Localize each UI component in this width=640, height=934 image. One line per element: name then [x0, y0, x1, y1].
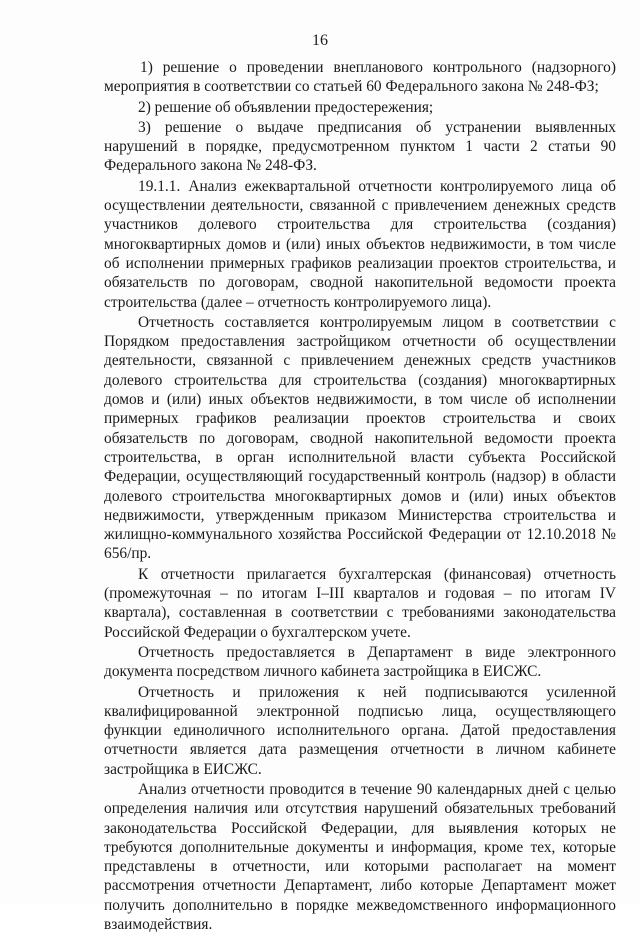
paragraph-item-1: 1) решение о проведении внепланового контрольного (надзорного) мероприятия в соответствии со статьей 60 Федерального закона № 248-ФЗ;	[104, 59, 616, 96]
paragraph-item-2: 2) решение об объявлении предостережения;	[138, 98, 434, 116]
paragraph-analysis-period: Анализ отчетности проводится в течение 90 календарных дней с целью определения наличия или отсутствия нарушений обязательных требований законодательства Российской Федерации, для выявления которых не требуются дополнительные документы и информация, кроме тех, которые представлены в отчетности, или которыми располагает на момент рассмотрения отчетности Департамент, либо которые Департамент может получить дополнительно в порядке межведомственного информационного взаимодействия.	[104, 780, 616, 934]
page-number: 16	[312, 32, 328, 49]
paragraph-financial-statements: К отчетности прилагается бухгалтерская (финансовая) отчетность (промежуточная – по итогам I–III кварталов и годовая – по итогам IV квартала), составленная в соответствии с требованиями законодательства Российской Федерации о бухгалтерском учете.	[104, 565, 616, 641]
paragraph-item-3: 3) решение о выдаче предписания об устранении выявленных нарушений в порядке, предусмотренном пунктом 1 части 2 статьи 90 Федерального закона № 248-ФЗ.	[104, 118, 616, 175]
paragraph-submission: Отчетность предоставляется в Департамент в виде электронного документа посредством личного кабинета застройщика в ЕИСЖС.	[104, 643, 616, 681]
paragraph-section-19-1-1: 19.1.1. Анализ ежеквартальной отчетности контролируемого лица об осуществлении деятельности, связанной с привлечением денежных средств участников долевого строительства для строительства (создания) многоквартирных домов и (или) иных объектов недвижимости, в том числе об исполнении примерных графиков реализации проектов строительства, и обязательств по договорам, сводной накопительной ведомости проекта строительства (далее – отчетность контролируемого лица).	[104, 177, 616, 311]
document-body	[104, 58, 616, 934]
paragraph-signature: Отчетность и приложения к ней подписываются усиленной квалифицированной электронной подписью лица, осуществляющего функции единоличного исполнительного органа. Датой предоставления отчетности является дата размещения отчетности в личном кабинете застройщика в ЕИСЖС.	[104, 683, 616, 778]
paragraph-reporting-procedure: Отчетность составляется контролируемым лицом в соответствии с Порядком предоставления застройщиком отчетности об осуществлении деятельности, связанной с привлечением денежных средств участников долевого строительства для строительства (создания) многоквартирных домов и (или) иных объектов недвижимости, в том числе об исполнении примерных графиков реализации проектов строительства и своих обязательств по договорам, сводной накопительной ведомости проекта строительства, в орган исполнительной власти субъекта Российской Федерации, осуществляющий государственный контроль (надзор) в области долевого строительства многоквартирных домов и (или) иных объектов недвижимости, утвержденным приказом Министерства строительства и жилищно-коммунального хозяйства Российской Федерации от 12.10.2018 № 656/пр.	[104, 313, 616, 563]
